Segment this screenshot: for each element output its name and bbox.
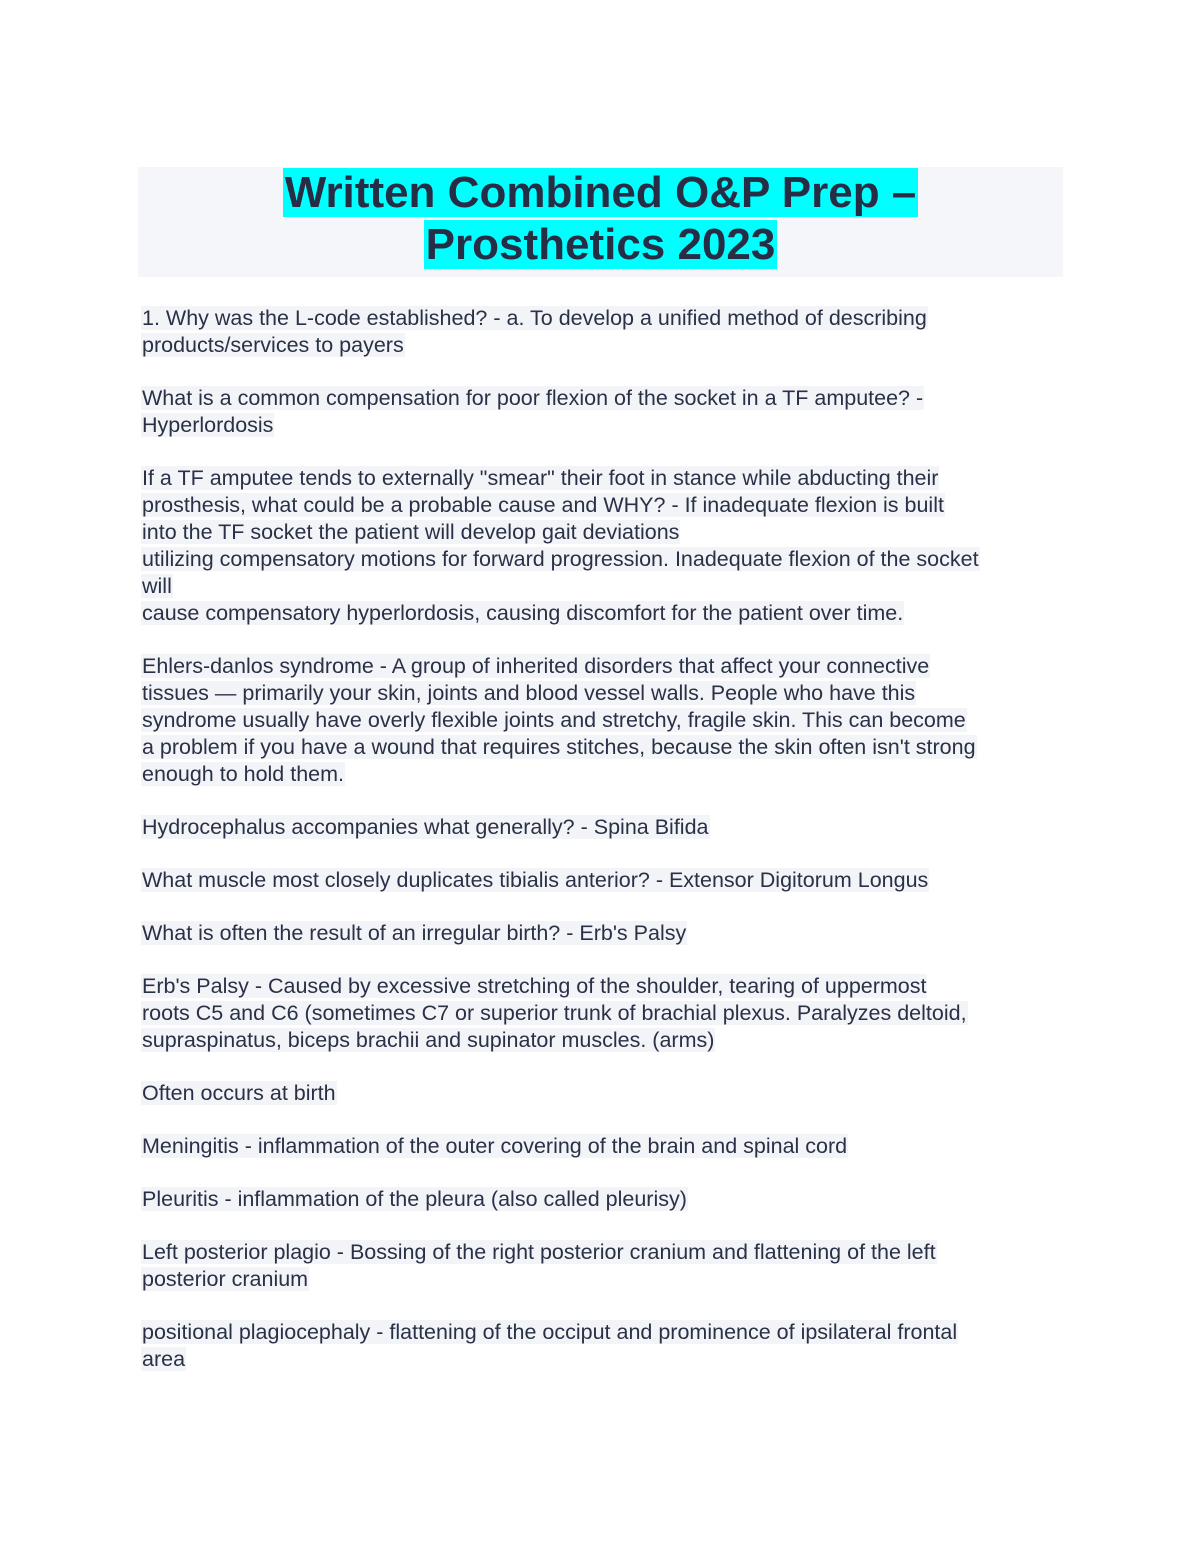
qa-entry [141,1133,1061,1160]
qa-line: Left posterior plagio - Bossing of the right posterior cranium and flattening of the left [142,1240,936,1264]
qa-line: Hydrocephalus accompanies what generally? - Spina Bifida [142,815,709,839]
qa-line: 1. Why was the L-code established? - a. To develop a unified method of describing [142,306,927,330]
qa-line: posterior cranium [142,1267,309,1291]
qa-entry [141,1319,1061,1373]
qa-line: a problem if you have a wound that requires stitches, because the skin often isn't strong [142,735,976,759]
qa-line: Hyperlordosis [142,413,274,437]
qa-line: Erb's Palsy - Caused by excessive stretching of the shoulder, tearing of uppermost [142,974,927,998]
qa-line: Pleuritis - inflammation of the pleura (also called pleurisy) [142,1187,687,1211]
qa-line: supraspinatus, biceps brachii and supinator muscles. (arms) [142,1028,715,1052]
qa-entry [141,973,1061,1054]
qa-entry [141,305,1061,359]
qa-line: utilizing compensatory motions for forward progression. Inadequate flexion of the socket [142,547,979,571]
qa-entry [141,867,1061,894]
qa-line: What is often the result of an irregular birth? - Erb's Palsy [142,921,687,945]
qa-line: What is a common compensation for poor flexion of the socket in a TF amputee? - [142,386,924,410]
qa-entry [141,385,1061,439]
qa-entry [141,1080,1061,1107]
qa-line: tissues — primarily your skin, joints and blood vessel walls. People who have this [142,681,916,705]
qa-line: prosthesis, what could be a probable cause and WHY? - If inadequate flexion is built [142,493,944,517]
qa-line: What muscle most closely duplicates tibialis anterior? - Extensor Digitorum Longus [142,868,929,892]
qa-line: area [142,1347,186,1371]
qa-line: Meningitis - inflammation of the outer covering of the brain and spinal cord [142,1134,848,1158]
title-line-2: Prosthetics 2023 [425,220,776,269]
document-body [141,305,1061,1399]
qa-line: If a TF amputee tends to externally "smear" their foot in stance while abducting their [142,466,939,490]
qa-line: roots C5 and C6 (sometimes C7 or superior trunk of brachial plexus. Paralyzes deltoid, [142,1001,967,1025]
title-line-1: Written Combined O&P Prep – [284,168,917,217]
qa-entry [141,814,1061,841]
qa-line: into the TF socket the patient will develop gait deviations [142,520,680,544]
qa-line: will [142,574,172,598]
qa-entry [141,653,1061,788]
qa-entry [141,465,1061,627]
qa-line: Ehlers-danlos syndrome - A group of inherited disorders that affect your connective [142,654,930,678]
qa-entry [141,1239,1061,1293]
document-title [138,167,1063,277]
qa-entry [141,920,1061,947]
qa-line: enough to hold them. [142,762,345,786]
qa-line: Often occurs at birth [142,1081,336,1105]
qa-line: cause compensatory hyperlordosis, causing discomfort for the patient over time. [142,601,904,625]
qa-line: syndrome usually have overly flexible joints and stretchy, fragile skin. This can become [142,708,966,732]
qa-entry [141,1186,1061,1213]
qa-line: products/services to payers [142,333,404,357]
qa-line: positional plagiocephaly - flattening of the occiput and prominence of ipsilateral frontal [142,1320,958,1344]
